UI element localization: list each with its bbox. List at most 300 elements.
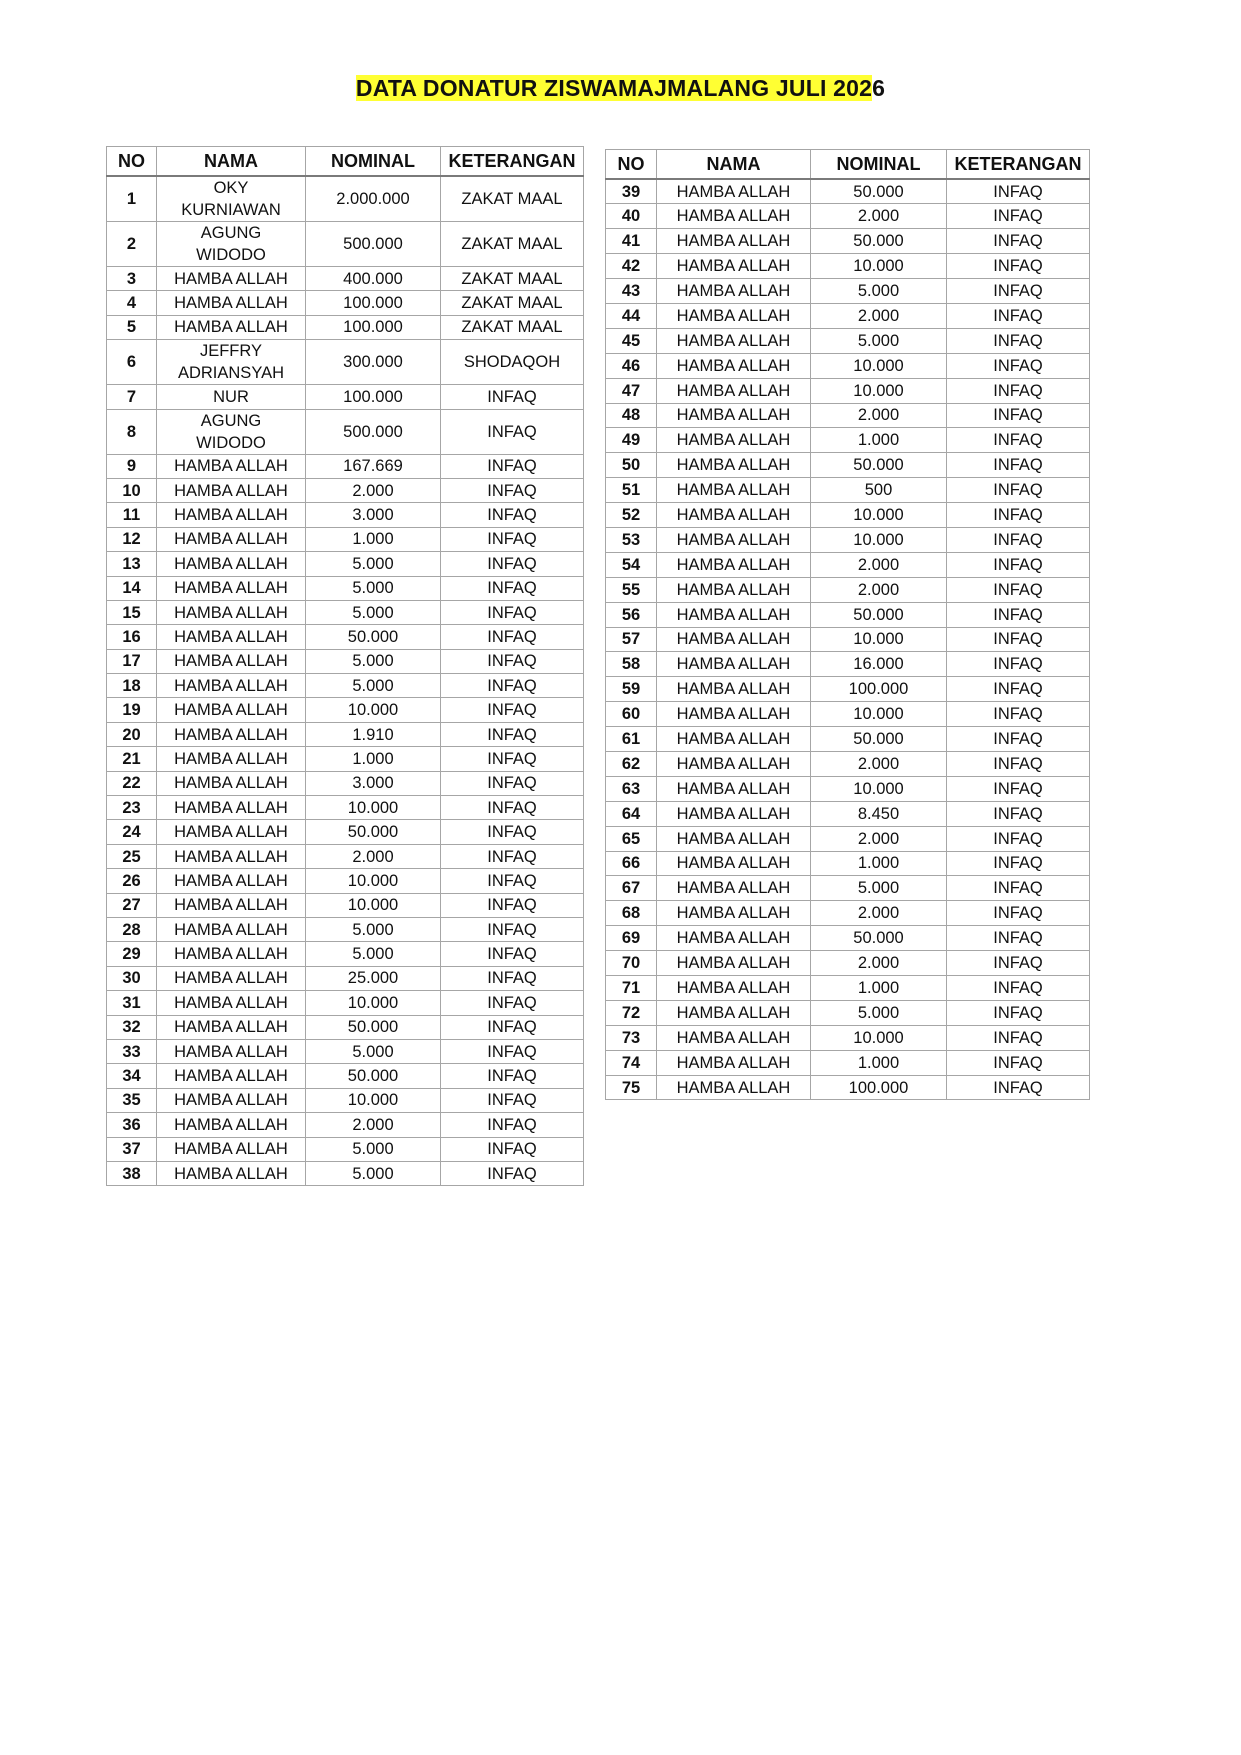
cell-nominal: 10.000 — [811, 1025, 947, 1050]
cell-keterangan: INFAQ — [441, 844, 584, 868]
cell-no: 48 — [606, 403, 657, 428]
cell-nama: HAMBA ALLAH — [657, 851, 811, 876]
table-header-row — [606, 150, 1090, 180]
table-row — [107, 1113, 584, 1137]
table-row — [606, 353, 1090, 378]
table-row — [107, 747, 584, 771]
cell-nominal: 2.000 — [811, 577, 947, 602]
cell-nama: HAMBA ALLAH — [157, 454, 306, 478]
cell-no: 45 — [606, 328, 657, 353]
cell-nominal: 50.000 — [306, 820, 441, 844]
table-row — [107, 478, 584, 502]
cell-no: 51 — [606, 478, 657, 503]
cell-no: 38 — [107, 1161, 157, 1185]
table-row — [606, 901, 1090, 926]
cell-nama: HAMBA ALLAH — [657, 826, 811, 851]
cell-keterangan: INFAQ — [947, 627, 1090, 652]
table-row — [606, 602, 1090, 627]
table-row — [606, 279, 1090, 304]
table-row — [107, 267, 584, 291]
cell-no: 49 — [606, 428, 657, 453]
table-row — [107, 844, 584, 868]
cell-no: 6 — [107, 340, 157, 385]
cell-nominal: 3.000 — [306, 771, 441, 795]
column-header-nama: NAMA — [657, 150, 811, 180]
cell-no: 72 — [606, 1000, 657, 1025]
cell-keterangan: INFAQ — [947, 179, 1090, 204]
cell-nominal: 1.000 — [811, 1050, 947, 1075]
table-row — [107, 771, 584, 795]
cell-keterangan: INFAQ — [947, 652, 1090, 677]
cell-no: 26 — [107, 869, 157, 893]
cell-nominal: 2.000 — [306, 844, 441, 868]
cell-no: 34 — [107, 1064, 157, 1088]
donor-table-right — [605, 149, 1090, 1100]
cell-nominal: 5.000 — [306, 917, 441, 941]
cell-keterangan: INFAQ — [441, 552, 584, 576]
cell-no: 28 — [107, 917, 157, 941]
cell-nominal: 167.669 — [306, 454, 441, 478]
cell-nama: HAMBA ALLAH — [657, 527, 811, 552]
cell-keterangan: INFAQ — [441, 1039, 584, 1063]
cell-nama: HAMBA ALLAH — [157, 820, 306, 844]
cell-nominal: 2.000.000 — [306, 176, 441, 222]
table-row — [107, 576, 584, 600]
table-row — [107, 991, 584, 1015]
cell-nama: HAMBA ALLAH — [657, 901, 811, 926]
table-row — [606, 303, 1090, 328]
cell-nominal: 5.000 — [811, 876, 947, 901]
table-row — [606, 179, 1090, 204]
cell-keterangan: ZAKAT MAAL — [441, 176, 584, 222]
table-row — [606, 776, 1090, 801]
cell-keterangan: INFAQ — [441, 796, 584, 820]
cell-no: 18 — [107, 674, 157, 698]
cell-nominal: 5.000 — [811, 1000, 947, 1025]
cell-nama: HAMBA ALLAH — [657, 751, 811, 776]
page-title-tail: 6 — [872, 75, 886, 101]
cell-no: 56 — [606, 602, 657, 627]
cell-keterangan: ZAKAT MAAL — [441, 315, 584, 339]
table-row — [107, 454, 584, 478]
cell-no: 58 — [606, 652, 657, 677]
cell-nominal: 16.000 — [811, 652, 947, 677]
table-row — [107, 315, 584, 339]
cell-nama: HAMBA ALLAH — [157, 625, 306, 649]
cell-keterangan: INFAQ — [441, 527, 584, 551]
cell-keterangan: INFAQ — [947, 328, 1090, 353]
cell-nominal: 2.000 — [811, 751, 947, 776]
page-title — [354, 74, 887, 102]
table-row — [107, 503, 584, 527]
cell-nama: HAMBA ALLAH — [157, 1113, 306, 1137]
cell-nominal: 10.000 — [811, 776, 947, 801]
cell-nominal: 50.000 — [811, 727, 947, 752]
cell-no: 59 — [606, 677, 657, 702]
cell-no: 23 — [107, 796, 157, 820]
cell-no: 71 — [606, 976, 657, 1001]
table-row — [107, 966, 584, 990]
cell-no: 20 — [107, 722, 157, 746]
cell-keterangan: INFAQ — [947, 353, 1090, 378]
cell-no: 32 — [107, 1015, 157, 1039]
cell-no: 44 — [606, 303, 657, 328]
table-row — [606, 527, 1090, 552]
cell-nama: AGUNG WIDODO — [157, 222, 306, 267]
cell-nama: HAMBA ALLAH — [157, 1064, 306, 1088]
table-row — [606, 229, 1090, 254]
cell-no: 43 — [606, 279, 657, 304]
cell-no: 31 — [107, 991, 157, 1015]
table-row — [606, 453, 1090, 478]
cell-no: 22 — [107, 771, 157, 795]
cell-keterangan: INFAQ — [947, 776, 1090, 801]
cell-keterangan: INFAQ — [947, 851, 1090, 876]
cell-keterangan: INFAQ — [441, 1015, 584, 1039]
table-row — [107, 722, 584, 746]
table-row — [107, 942, 584, 966]
table-row — [606, 951, 1090, 976]
cell-nominal: 400.000 — [306, 267, 441, 291]
cell-nama: HAMBA ALLAH — [657, 976, 811, 1001]
cell-nominal: 25.000 — [306, 966, 441, 990]
cell-nama: HAMBA ALLAH — [157, 869, 306, 893]
cell-nama: HAMBA ALLAH — [657, 1000, 811, 1025]
cell-nama: HAMBA ALLAH — [157, 267, 306, 291]
cell-no: 25 — [107, 844, 157, 868]
cell-nama: HAMBA ALLAH — [657, 1050, 811, 1075]
cell-no: 29 — [107, 942, 157, 966]
cell-keterangan: SHODAQOH — [441, 340, 584, 385]
cell-nama: HAMBA ALLAH — [157, 942, 306, 966]
page-title-highlighted: DATA DONATUR ZISWAMAJMALANG JULI 202 — [355, 75, 873, 101]
cell-keterangan: INFAQ — [947, 926, 1090, 951]
cell-nominal: 10.000 — [811, 627, 947, 652]
cell-keterangan: INFAQ — [441, 747, 584, 771]
cell-no: 61 — [606, 727, 657, 752]
cell-nominal: 10.000 — [306, 796, 441, 820]
cell-nominal: 50.000 — [811, 602, 947, 627]
table-row — [107, 340, 584, 385]
cell-no: 8 — [107, 409, 157, 454]
cell-nominal: 10.000 — [811, 353, 947, 378]
cell-nama: HAMBA ALLAH — [157, 1161, 306, 1185]
cell-nama: HAMBA ALLAH — [157, 576, 306, 600]
cell-nominal: 2.000 — [811, 303, 947, 328]
cell-no: 50 — [606, 453, 657, 478]
cell-nominal: 10.000 — [811, 503, 947, 528]
cell-no: 47 — [606, 378, 657, 403]
table-row — [606, 403, 1090, 428]
cell-nominal: 10.000 — [306, 893, 441, 917]
cell-keterangan: INFAQ — [947, 1050, 1090, 1075]
table-row — [107, 291, 584, 315]
cell-nama: HAMBA ALLAH — [657, 1025, 811, 1050]
cell-nominal: 10.000 — [811, 527, 947, 552]
cell-keterangan: INFAQ — [947, 1075, 1090, 1100]
table-row — [107, 796, 584, 820]
table-row — [107, 527, 584, 551]
cell-nominal: 1.910 — [306, 722, 441, 746]
cell-nominal: 100.000 — [306, 315, 441, 339]
cell-nominal: 100.000 — [306, 291, 441, 315]
cell-keterangan: INFAQ — [441, 771, 584, 795]
cell-nama: HAMBA ALLAH — [657, 503, 811, 528]
cell-nominal: 2.000 — [811, 951, 947, 976]
table-row — [107, 649, 584, 673]
table-row — [606, 577, 1090, 602]
cell-nominal: 500 — [811, 478, 947, 503]
cell-no: 46 — [606, 353, 657, 378]
cell-no: 15 — [107, 600, 157, 624]
cell-nama: HAMBA ALLAH — [157, 893, 306, 917]
cell-keterangan: INFAQ — [441, 1161, 584, 1185]
table-row — [107, 1064, 584, 1088]
cell-no: 40 — [606, 204, 657, 229]
table-row — [107, 1015, 584, 1039]
cell-no: 37 — [107, 1137, 157, 1161]
cell-nama: HAMBA ALLAH — [657, 229, 811, 254]
cell-nominal: 10.000 — [306, 1088, 441, 1112]
cell-no: 73 — [606, 1025, 657, 1050]
cell-keterangan: INFAQ — [947, 378, 1090, 403]
cell-no: 33 — [107, 1039, 157, 1063]
cell-nominal: 5.000 — [306, 942, 441, 966]
cell-keterangan: INFAQ — [947, 801, 1090, 826]
cell-no: 24 — [107, 820, 157, 844]
cell-nominal: 5.000 — [306, 552, 441, 576]
cell-no: 65 — [606, 826, 657, 851]
cell-no: 52 — [606, 503, 657, 528]
cell-keterangan: INFAQ — [441, 674, 584, 698]
cell-nama: HAMBA ALLAH — [157, 747, 306, 771]
cell-nama: HAMBA ALLAH — [657, 328, 811, 353]
table-row — [606, 627, 1090, 652]
table-row — [107, 1039, 584, 1063]
cell-no: 68 — [606, 901, 657, 926]
table-row — [606, 727, 1090, 752]
cell-nominal: 5.000 — [306, 1039, 441, 1063]
cell-nama: HAMBA ALLAH — [657, 179, 811, 204]
cell-nominal: 1.000 — [811, 428, 947, 453]
cell-keterangan: ZAKAT MAAL — [441, 222, 584, 267]
cell-nominal: 2.000 — [811, 826, 947, 851]
cell-nominal: 50.000 — [811, 179, 947, 204]
cell-no: 10 — [107, 478, 157, 502]
cell-no: 63 — [606, 776, 657, 801]
cell-keterangan: INFAQ — [947, 751, 1090, 776]
cell-no: 70 — [606, 951, 657, 976]
cell-nominal: 10.000 — [306, 869, 441, 893]
cell-no: 41 — [606, 229, 657, 254]
cell-keterangan: INFAQ — [947, 602, 1090, 627]
cell-nama: HAMBA ALLAH — [157, 503, 306, 527]
table-row — [107, 917, 584, 941]
cell-nama: HAMBA ALLAH — [157, 722, 306, 746]
cell-nama: HAMBA ALLAH — [657, 926, 811, 951]
cell-keterangan: INFAQ — [947, 229, 1090, 254]
cell-no: 9 — [107, 454, 157, 478]
cell-no: 69 — [606, 926, 657, 951]
cell-nama: HAMBA ALLAH — [657, 602, 811, 627]
table-row — [606, 702, 1090, 727]
cell-nominal: 1.000 — [306, 747, 441, 771]
cell-keterangan: INFAQ — [441, 503, 584, 527]
donor-table-left — [106, 146, 584, 1186]
cell-keterangan: INFAQ — [947, 428, 1090, 453]
cell-nama: HAMBA ALLAH — [157, 478, 306, 502]
cell-keterangan: INFAQ — [441, 722, 584, 746]
cell-nama: OKY KURNIAWAN — [157, 176, 306, 222]
cell-nominal: 50.000 — [811, 453, 947, 478]
cell-no: 39 — [606, 179, 657, 204]
cell-no: 57 — [606, 627, 657, 652]
cell-keterangan: INFAQ — [441, 478, 584, 502]
cell-nominal: 2.000 — [811, 403, 947, 428]
cell-nominal: 10.000 — [811, 378, 947, 403]
table-row — [107, 385, 584, 409]
cell-nama: HAMBA ALLAH — [157, 917, 306, 941]
table-row — [107, 1088, 584, 1112]
table-row — [606, 1000, 1090, 1025]
cell-keterangan: INFAQ — [441, 917, 584, 941]
cell-keterangan: INFAQ — [441, 385, 584, 409]
table-row — [107, 222, 584, 267]
cell-nama: JEFFRY ADRIANSYAH — [157, 340, 306, 385]
cell-no: 27 — [107, 893, 157, 917]
cell-nominal: 1.000 — [306, 527, 441, 551]
cell-keterangan: INFAQ — [441, 698, 584, 722]
cell-keterangan: INFAQ — [947, 303, 1090, 328]
cell-keterangan: INFAQ — [441, 409, 584, 454]
cell-nominal: 5.000 — [811, 328, 947, 353]
cell-keterangan: INFAQ — [441, 942, 584, 966]
table-row — [606, 876, 1090, 901]
cell-keterangan: INFAQ — [947, 403, 1090, 428]
cell-keterangan: INFAQ — [441, 649, 584, 673]
cell-no: 1 — [107, 176, 157, 222]
table-row — [606, 976, 1090, 1001]
table-row — [606, 1025, 1090, 1050]
cell-nama: HAMBA ALLAH — [157, 1039, 306, 1063]
cell-nominal: 100.000 — [811, 1075, 947, 1100]
cell-nominal: 2.000 — [811, 901, 947, 926]
cell-keterangan: INFAQ — [947, 1025, 1090, 1050]
cell-nominal: 50.000 — [811, 229, 947, 254]
cell-keterangan: INFAQ — [947, 901, 1090, 926]
cell-keterangan: INFAQ — [947, 677, 1090, 702]
cell-nominal: 8.450 — [811, 801, 947, 826]
cell-no: 35 — [107, 1088, 157, 1112]
cell-no: 2 — [107, 222, 157, 267]
cell-keterangan: INFAQ — [441, 966, 584, 990]
column-header-keterangan: KETERANGAN — [441, 147, 584, 177]
cell-no: 55 — [606, 577, 657, 602]
table-row — [107, 1137, 584, 1161]
cell-keterangan: INFAQ — [441, 600, 584, 624]
cell-nama: HAMBA ALLAH — [657, 279, 811, 304]
column-header-nominal: NOMINAL — [306, 147, 441, 177]
column-header-keterangan: KETERANGAN — [947, 150, 1090, 180]
cell-no: 11 — [107, 503, 157, 527]
cell-keterangan: INFAQ — [441, 1137, 584, 1161]
cell-nama: HAMBA ALLAH — [657, 303, 811, 328]
cell-keterangan: INFAQ — [441, 869, 584, 893]
cell-keterangan: INFAQ — [947, 951, 1090, 976]
cell-nominal: 5.000 — [306, 1137, 441, 1161]
cell-nama: HAMBA ALLAH — [657, 403, 811, 428]
table-row — [606, 378, 1090, 403]
table-row — [606, 552, 1090, 577]
cell-no: 54 — [606, 552, 657, 577]
table-row — [606, 751, 1090, 776]
cell-no: 13 — [107, 552, 157, 576]
cell-keterangan: INFAQ — [947, 577, 1090, 602]
cell-keterangan: INFAQ — [947, 727, 1090, 752]
cell-nominal: 100.000 — [811, 677, 947, 702]
cell-nama: HAMBA ALLAH — [657, 776, 811, 801]
table-row — [107, 820, 584, 844]
page-title-container — [0, 74, 1241, 102]
cell-no: 42 — [606, 254, 657, 279]
cell-nama: HAMBA ALLAH — [157, 1137, 306, 1161]
cell-nominal: 50.000 — [811, 926, 947, 951]
table-row — [107, 409, 584, 454]
cell-keterangan: INFAQ — [947, 976, 1090, 1001]
cell-nama: AGUNG WIDODO — [157, 409, 306, 454]
cell-keterangan: INFAQ — [441, 1064, 584, 1088]
cell-keterangan: INFAQ — [947, 279, 1090, 304]
table-row — [606, 478, 1090, 503]
cell-nominal: 50.000 — [306, 625, 441, 649]
cell-no: 16 — [107, 625, 157, 649]
cell-no: 75 — [606, 1075, 657, 1100]
table-row — [606, 801, 1090, 826]
cell-no: 74 — [606, 1050, 657, 1075]
cell-nama: HAMBA ALLAH — [657, 453, 811, 478]
cell-nama: HAMBA ALLAH — [157, 552, 306, 576]
cell-nama: HAMBA ALLAH — [657, 677, 811, 702]
cell-keterangan: INFAQ — [947, 552, 1090, 577]
cell-no: 19 — [107, 698, 157, 722]
cell-nama: HAMBA ALLAH — [157, 796, 306, 820]
cell-nama: HAMBA ALLAH — [157, 649, 306, 673]
cell-no: 5 — [107, 315, 157, 339]
cell-nama: NUR — [157, 385, 306, 409]
cell-no: 4 — [107, 291, 157, 315]
column-header-nama: NAMA — [157, 147, 306, 177]
cell-no: 7 — [107, 385, 157, 409]
cell-nama: HAMBA ALLAH — [657, 577, 811, 602]
cell-nama: HAMBA ALLAH — [657, 204, 811, 229]
cell-nominal: 2.000 — [306, 478, 441, 502]
table-row — [107, 600, 584, 624]
table-row — [606, 926, 1090, 951]
table-row — [606, 1050, 1090, 1075]
table-row — [606, 328, 1090, 353]
cell-nominal: 10.000 — [306, 991, 441, 1015]
cell-no: 64 — [606, 801, 657, 826]
cell-no: 17 — [107, 649, 157, 673]
cell-no: 66 — [606, 851, 657, 876]
cell-no: 30 — [107, 966, 157, 990]
table-row — [107, 1161, 584, 1185]
table-row — [606, 677, 1090, 702]
cell-keterangan: INFAQ — [441, 991, 584, 1015]
cell-keterangan: INFAQ — [947, 826, 1090, 851]
cell-nominal: 10.000 — [811, 702, 947, 727]
cell-keterangan: INFAQ — [441, 1088, 584, 1112]
